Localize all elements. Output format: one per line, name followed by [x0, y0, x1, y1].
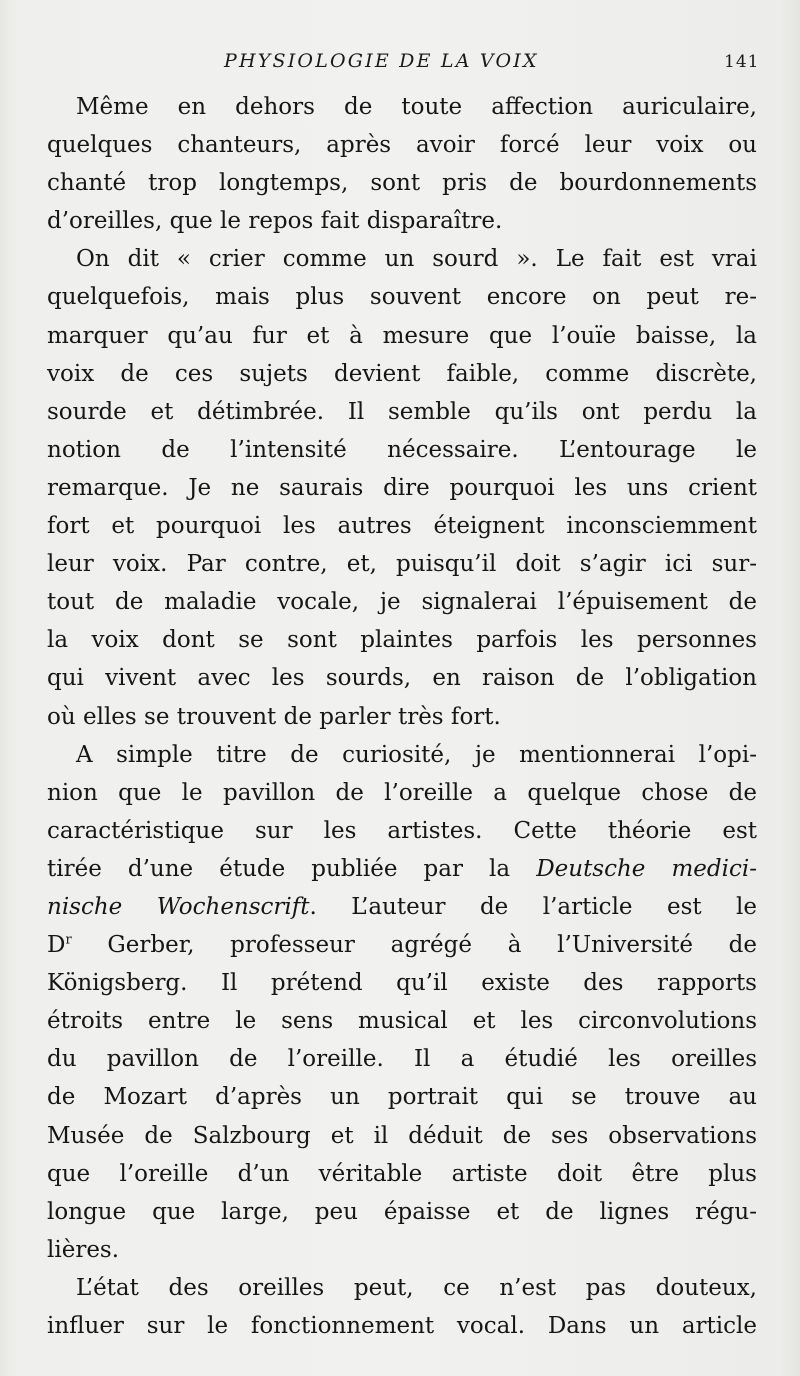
- journal-title-part: nische Wochenscrift: [47, 893, 310, 920]
- text-line: voix de ces sujets devient faible, comme discrète,: [47, 360, 757, 387]
- text-line: quelques chanteurs, après avoir forcé leur voix ou: [47, 132, 757, 159]
- journal-title-part: Deutsche medici-: [536, 855, 757, 882]
- text-run: tirée d’une étude publiée par la: [47, 855, 537, 882]
- text-line: Même en dehors de toute affection auriculaire,: [76, 94, 757, 120]
- superscript: r: [65, 932, 72, 948]
- text-line: nion que le pavillon de l’oreille a quelque chose de: [47, 779, 757, 806]
- paragraph-1: [47, 88, 757, 240]
- text-run: Gerber, professeur agrégé à l’Université de: [71, 932, 757, 959]
- text-run: . L’auteur de l’article est le: [309, 893, 757, 920]
- text-line: leur voix. Par contre, et, puisqu’il doit s’agir ici sur-: [47, 551, 757, 578]
- text-line: la voix dont se sont plaintes parfois les personnes: [47, 627, 757, 654]
- paragraph-2: [47, 240, 757, 735]
- text-line: On dit « crier comme un sourd ». Le fait est vrai: [76, 246, 757, 273]
- page-number: 141: [724, 52, 760, 72]
- page-header: [0, 50, 800, 80]
- text-line: quelquefois, mais plus souvent encore on peut re-: [47, 284, 757, 311]
- text-line: tout de maladie vocale, je signalerai l’épuisement de: [47, 589, 757, 616]
- text-line: étroits entre le sens musical et les circonvolutions: [47, 1008, 757, 1035]
- text-line: influer sur le fonctionnement vocal. Dans un article: [47, 1313, 757, 1339]
- text-line: longue que large, peu épaisse et de lignes régu-: [47, 1198, 757, 1225]
- text-line: fort et pourquoi les autres éteignent inconsciemment: [47, 513, 757, 540]
- text-line: Musée de Salzbourg et il déduit de ses observations: [47, 1122, 757, 1149]
- text-run: D: [47, 932, 66, 959]
- text-line: lières.: [47, 1236, 120, 1263]
- text-line: sourde et détimbrée. Il semble qu’ils ont perdu la: [47, 398, 757, 425]
- text-line: [47, 850, 757, 888]
- paragraph-4: [47, 1269, 757, 1345]
- text-line: qui vivent avec les sourds, en raison de l’obligation: [47, 665, 757, 692]
- text-line: remarque. Je ne saurais dire pourquoi les uns crient: [47, 474, 757, 501]
- text-line: caractéristique sur les artistes. Cette théorie est: [47, 817, 757, 844]
- text-line: notion de l’intensité nécessaire. L’entourage le: [47, 436, 757, 463]
- text-line: Königsberg. Il prétend qu’il existe des rapports: [47, 970, 757, 997]
- text-line: [47, 926, 757, 964]
- text-line: où elles se trouvent de parler très fort.: [47, 703, 501, 730]
- text-line: de Mozart d’après un portrait qui se trouve au: [47, 1084, 757, 1111]
- paragraph-3: [47, 736, 757, 1269]
- text-line: A simple titre de curiosité, je mentionnerai l’opi-: [76, 741, 757, 768]
- text-line: d’oreilles, que le repos fait disparaître.: [47, 208, 503, 235]
- body-text: [47, 88, 757, 1345]
- text-line: que l’oreille d’un véritable artiste doit être plus: [47, 1160, 757, 1187]
- text-line: [47, 888, 757, 926]
- text-line: chanté trop longtemps, sont pris de bourdonnements: [47, 170, 757, 197]
- text-line: marquer qu’au fur et à mesure que l’ouïe baisse, la: [47, 322, 757, 349]
- text-line: L’état des oreilles peut, ce n’est pas douteux,: [76, 1274, 757, 1301]
- text-line: du pavillon de l’oreille. Il a étudié les oreilles: [47, 1046, 757, 1073]
- running-title: PHYSIOLOGIE DE LA VOIX: [224, 50, 539, 72]
